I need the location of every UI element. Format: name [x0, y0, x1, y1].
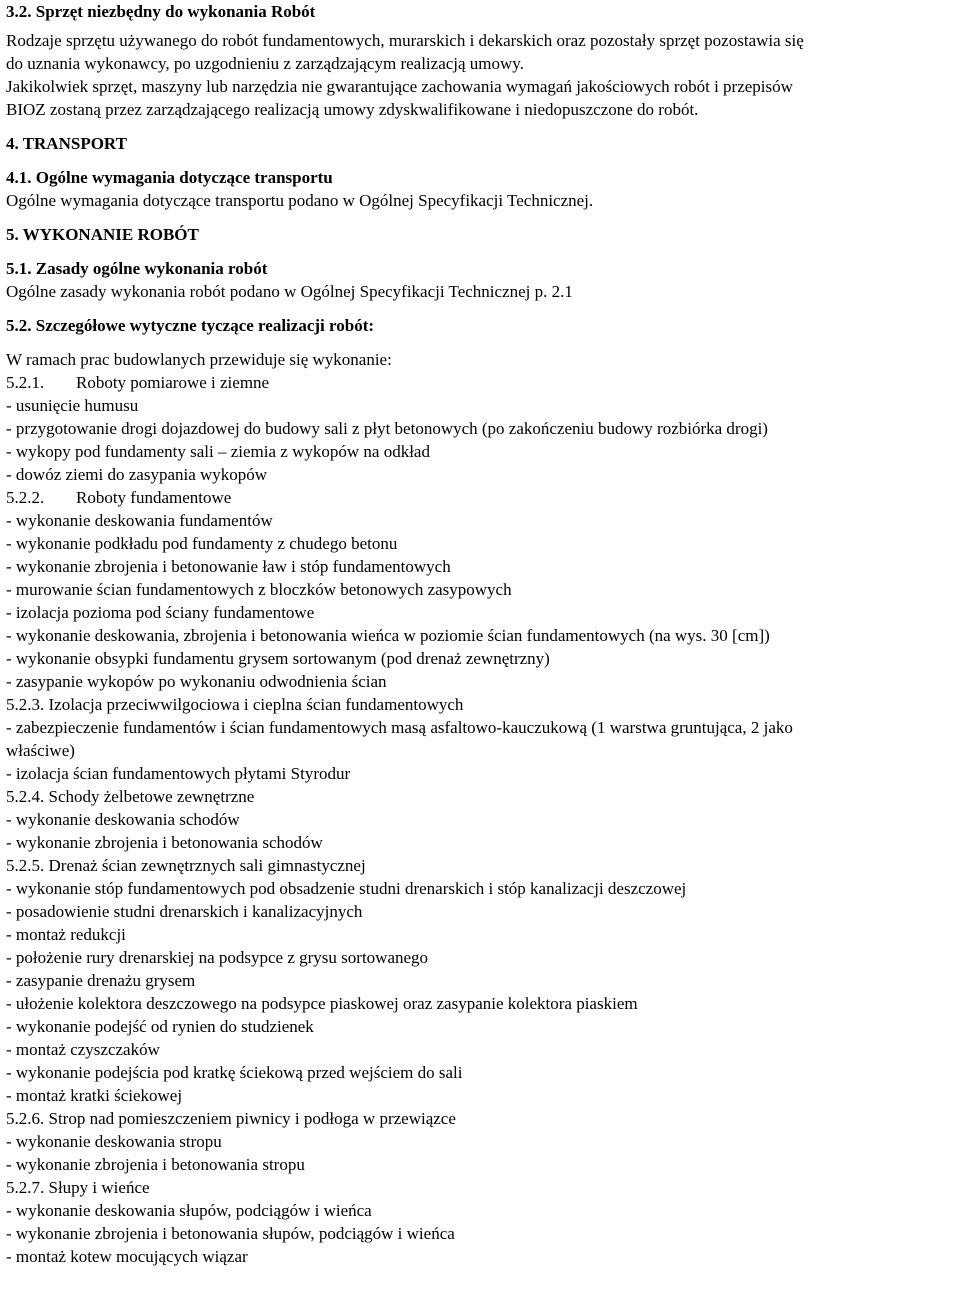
- list-item: - montaż czyszczaków: [6, 1040, 160, 1059]
- list-item: - wykonanie stóp fundamentowych pod obsadzenie studni drenarskich i stóp kanalizacji deszczowej: [6, 879, 687, 898]
- list-item: - wykonanie podejścia pod kratkę ściekową przed wejściem do sali: [6, 1063, 463, 1082]
- list-item: - wykonanie deskowania słupów, podciągów i wieńca: [6, 1201, 372, 1220]
- list-item: - wykonanie zbrojenia i betonowania schodów: [6, 833, 323, 852]
- list-item: - wykonanie zbrojenia i betonowania stropu: [6, 1155, 305, 1174]
- paragraph-line: Ogólne wymagania dotyczące transportu podano w Ogólnej Specyfikacji Technicznej.: [6, 191, 594, 210]
- list-item: - wykonanie deskowania, zbrojenia i betonowania wieńca w poziomie ścian fundamentowych (na wys. 30 [cm]): [6, 626, 770, 645]
- list-item: - zasypanie wykopów po wykonaniu odwodnienia ścian: [6, 672, 387, 691]
- subsection-5-2-6: 5.2.6. Strop nad pomieszczeniem piwnicy i podłoga w przewiązce: [6, 1109, 456, 1128]
- list-item: - dowóz ziemi do zasypania wykopów: [6, 465, 268, 484]
- subsection-5-2-4: 5.2.4. Schody żelbetowe zewnętrzne: [6, 787, 255, 806]
- paragraph-line: Jakikolwiek sprzęt, maszyny lub narzędzia nie gwarantujące zachowania wymagań jakościowych robót i przepisów: [6, 77, 793, 96]
- paragraph-line: Ogólne zasady wykonania robót podano w Ogólnej Specyfikacji Technicznej p. 2.1: [6, 282, 573, 301]
- paragraph-line: BIOZ zostaną przez zarządzającego realizacją umowy zdyskwalifikowane i niedopuszczone do robót.: [6, 100, 699, 119]
- list-5-2-5: [6, 877, 960, 1107]
- section-heading-4: 4. TRANSPORT: [6, 134, 127, 153]
- list-5-2-6: [6, 1130, 960, 1176]
- subsection-title: Roboty fundamentowe: [76, 488, 232, 507]
- list-item: - montaż kratki ściekowej: [6, 1086, 183, 1105]
- list-item: - wykonanie podejść od rynien do studzienek: [6, 1017, 314, 1036]
- list-item: - wykonanie podkładu pod fundamenty z chudego betonu: [6, 534, 398, 553]
- list-item: - izolacja ścian fundamentowych płytami Styrodur: [6, 764, 351, 783]
- list-item: - montaż redukcji: [6, 925, 126, 944]
- list-5-2-1: [6, 394, 960, 486]
- list-item: - zasypanie drenażu grysem: [6, 971, 196, 990]
- list-item: - wykonanie zbrojenia i betonowanie ław i stóp fundamentowych: [6, 557, 451, 576]
- subsection-5-2-2: [6, 486, 960, 509]
- list-item: - posadowienie studni drenarskich i kanalizacyjnych: [6, 902, 363, 921]
- section-heading-3-2: 3.2. Sprzęt niezbędny do wykonania Robót: [6, 2, 316, 21]
- list-5-2-2: [6, 509, 960, 693]
- list-item: - przygotowanie drogi dojazdowej do budowy sali z płyt betonowych (po zakończeniu budowy rozbiórka drogi): [6, 419, 768, 438]
- paragraph-line: do uznania wykonawcy, po uzgodnieniu z zarządzającym realizacją umowy.: [6, 54, 524, 73]
- list-item: - położenie rury drenarskiej na podsypce z grysu sortowanego: [6, 948, 429, 967]
- subsection-5-2-1: [6, 371, 960, 394]
- subsection-title: Roboty pomiarowe i ziemne: [76, 373, 270, 392]
- list-item: - murowanie ścian fundamentowych z bloczków betonowych zasypowych: [6, 580, 512, 599]
- list-5-2-7: [6, 1199, 960, 1268]
- list-item: - wykonanie obsypki fundamentu grysem sortowanym (pod drenaż zewnętrzny): [6, 649, 550, 668]
- list-5-2-3: [6, 716, 960, 785]
- list-item: - wykonanie deskowania fundamentów: [6, 511, 273, 530]
- list-item: - izolacja pozioma pod ściany fundamentowe: [6, 603, 315, 622]
- subsection-5-2-3: 5.2.3. Izolacja przeciwwilgociowa i cieplna ścian fundamentowych: [6, 695, 464, 714]
- subsection-number: 5.2.2.: [6, 488, 45, 507]
- subsection-5-2-7: 5.2.7. Słupy i wieńce: [6, 1178, 150, 1197]
- list-item: - zabezpieczenie fundamentów i ścian fundamentowych masą asfaltowo-kauczukową (1 warstwa gruntująca, 2 jako: [6, 718, 793, 737]
- section-heading-5: 5. WYKONANIE ROBÓT: [6, 225, 199, 244]
- list-item: - wykonanie deskowania schodów: [6, 810, 240, 829]
- list-item: - montaż kotew mocujących wiązar: [6, 1247, 248, 1266]
- list-item: - ułożenie kolektora deszczowego na podsypce piaskowej oraz zasypanie kolektora piaskiem: [6, 994, 638, 1013]
- list-item: - wykonanie zbrojenia i betonowania słupów, podciągów i wieńca: [6, 1224, 455, 1243]
- section-heading-4-1: 4.1. Ogólne wymagania dotyczące transportu: [6, 168, 333, 187]
- subsection-5-2-5: 5.2.5. Drenaż ścian zewnętrznych sali gimnastycznej: [6, 856, 366, 875]
- list-item: - wykonanie deskowania stropu: [6, 1132, 222, 1151]
- section-heading-5-2: 5.2. Szczegółowe wytyczne tyczące realizacji robót:: [6, 316, 375, 335]
- paragraph-line: W ramach prac budowlanych przewiduje się wykonanie:: [6, 350, 392, 369]
- list-item: - wykopy pod fundamenty sali – ziemia z wykopów na odkład: [6, 442, 430, 461]
- list-item-continuation: właściwe): [6, 741, 75, 760]
- subsection-number: 5.2.1.: [6, 373, 45, 392]
- list-item: - usunięcie humusu: [6, 396, 139, 415]
- paragraph-line: Rodzaje sprzętu używanego do robót fundamentowych, murarskich i dekarskich oraz pozostały sprzęt pozostawia się: [6, 31, 804, 50]
- list-5-2-4: [6, 808, 960, 854]
- section-heading-5-1: 5.1. Zasady ogólne wykonania robót: [6, 259, 268, 278]
